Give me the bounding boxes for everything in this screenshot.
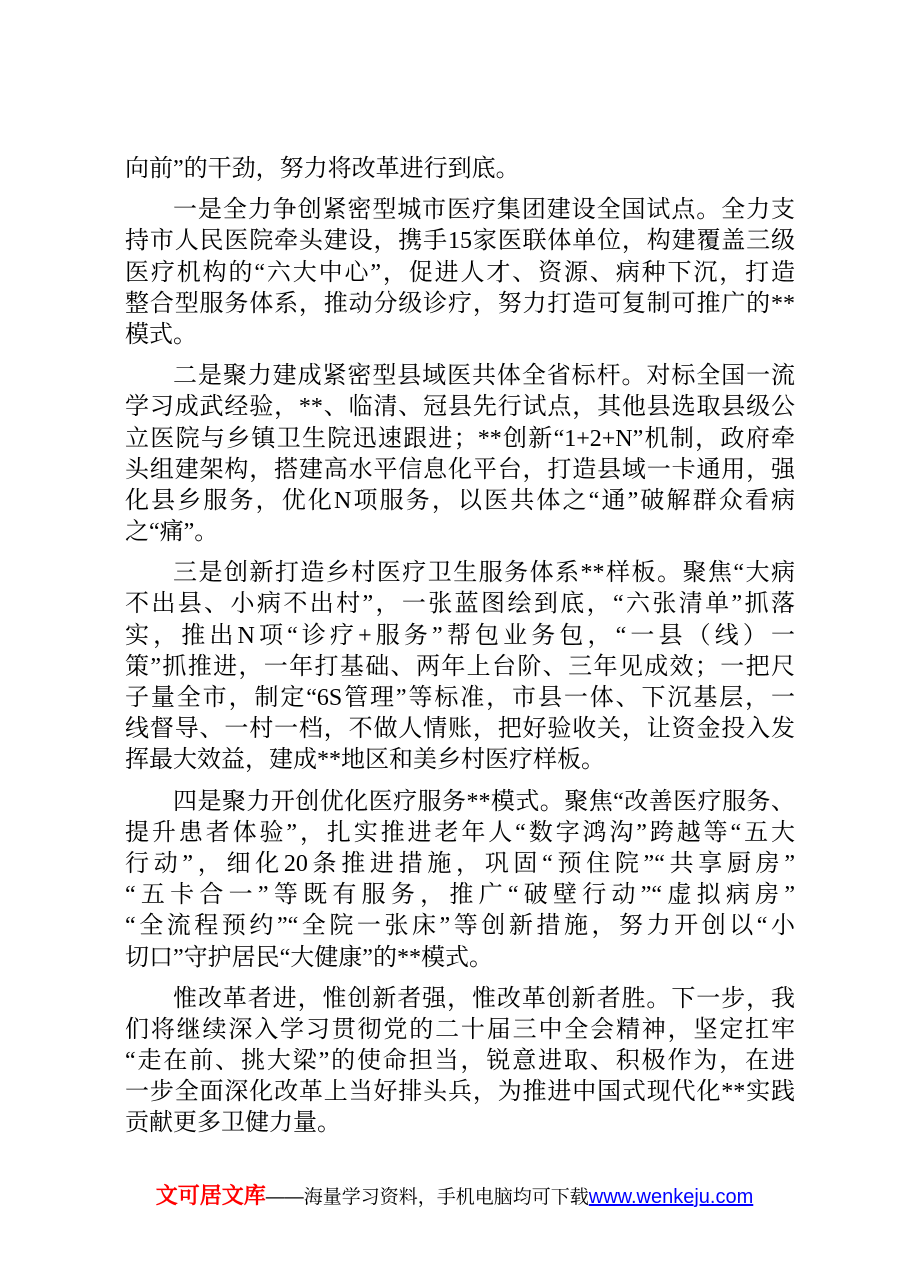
text-line: 整合型服务体系，推动分级诊疗，努力打造可复制可推广的** xyxy=(125,290,795,317)
text-line: 模式。 xyxy=(125,321,197,348)
text-line: 策”抓推进，一年打基础、两年上台阶、三年见成效；一把尺 xyxy=(125,653,795,680)
text-line: 实，推出N项“诊疗+服务”帮包业务包，“一县（线）一 xyxy=(125,622,795,649)
text-line: 学习成武经验，**、临清、冠县先行试点，其他县选取县级公 xyxy=(125,394,795,421)
text-line: 化县乡服务，优化N项服务，以医共体之“通”破解群众看病 xyxy=(125,487,795,514)
text-line: “全流程预约”“全院一张床”等创新措施，努力开创以“小 xyxy=(125,913,795,940)
paragraph-conclusion xyxy=(125,984,795,1140)
brand-name: 文可居文库 xyxy=(155,1183,266,1208)
text-line: “走在前、挑大梁”的使命担当，锐意进取、积极作为，在进 xyxy=(125,1048,795,1075)
paragraph-continuation xyxy=(125,154,795,185)
paragraph-item-one xyxy=(125,195,795,351)
text-line: 二是聚力建成紧密型县域医共体全省标杆。对标全国一流 xyxy=(173,363,795,390)
text-line: 惟改革者进，惟创新者强，惟改革创新者胜。下一步，我 xyxy=(173,985,795,1012)
text-line: 头组建架构，搭建高水平信息化平台，打造县域一卡通用，强 xyxy=(125,456,795,483)
text-line: 三是创新打造乡村医疗卫生服务体系**样板。聚焦“大病 xyxy=(173,560,795,587)
text-line: 一是全力争创紧密型城市医疗集团建设全国试点。全力支 xyxy=(173,197,795,224)
footer-tagline: ——海量学习资料，手机电脑均可下载 xyxy=(265,1187,589,1208)
text-line: 立医院与乡镇卫生院迅速跟进；**创新“1+2+N”机制，政府牵 xyxy=(125,425,795,452)
text-line: 线督导、一村一档，不做人情账，把好验收关，让资金投入发 xyxy=(125,716,795,743)
text-line: 之“痛”。 xyxy=(125,519,219,546)
paragraph-item-three xyxy=(125,558,795,776)
text-line: 们将继续深入学习贯彻党的二十届三中全会精神，坚定扛牢 xyxy=(125,1016,795,1043)
website-link[interactable]: www.wenkeju.com xyxy=(588,1186,754,1208)
text-line: 向前”的干劲，努力将改革进行到底。 xyxy=(125,156,520,182)
text-line: 行动”，细化20条推进措施，巩固“预住院”“共享厨房” xyxy=(125,850,795,877)
text-line: 一步全面深化改革上当好排头兵，为推进中国式现代化**实践 xyxy=(125,1079,795,1106)
text-line: 持市人民医院牵头建设，携手15家医联体单位，构建覆盖三级 xyxy=(125,228,795,255)
text-line: 医疗机构的“六大中心”，促进人才、资源、病种下沉，打造 xyxy=(125,259,795,286)
text-line: “五卡合一”等既有服务，推广“破壁行动”“虚拟病房” xyxy=(125,882,795,909)
body-text xyxy=(125,154,795,1140)
text-line: 不出县、小病不出村”，一张蓝图绘到底，“六张清单”抓落 xyxy=(125,591,795,618)
paragraph-item-two xyxy=(125,361,795,548)
text-line: 贡献更多卫健力量。 xyxy=(125,1110,341,1137)
paragraph-item-four xyxy=(125,787,795,974)
text-line: 挥最大效益，建成**地区和美乡村医疗样板。 xyxy=(125,747,605,774)
text-line: 切口”守护居民“大健康”的**模式。 xyxy=(125,944,493,971)
text-line: 提升患者体验”，扎实推进老年人“数字鸿沟”跨越等“五大 xyxy=(125,819,795,846)
footer-banner xyxy=(0,1182,909,1213)
text-line: 四是聚力开创优化医疗服务**模式。聚焦“改善医疗服务、 xyxy=(173,788,795,815)
text-line: 子量全市，制定“6S管理”等标准，市县一体、下沉基层，一 xyxy=(125,685,795,711)
